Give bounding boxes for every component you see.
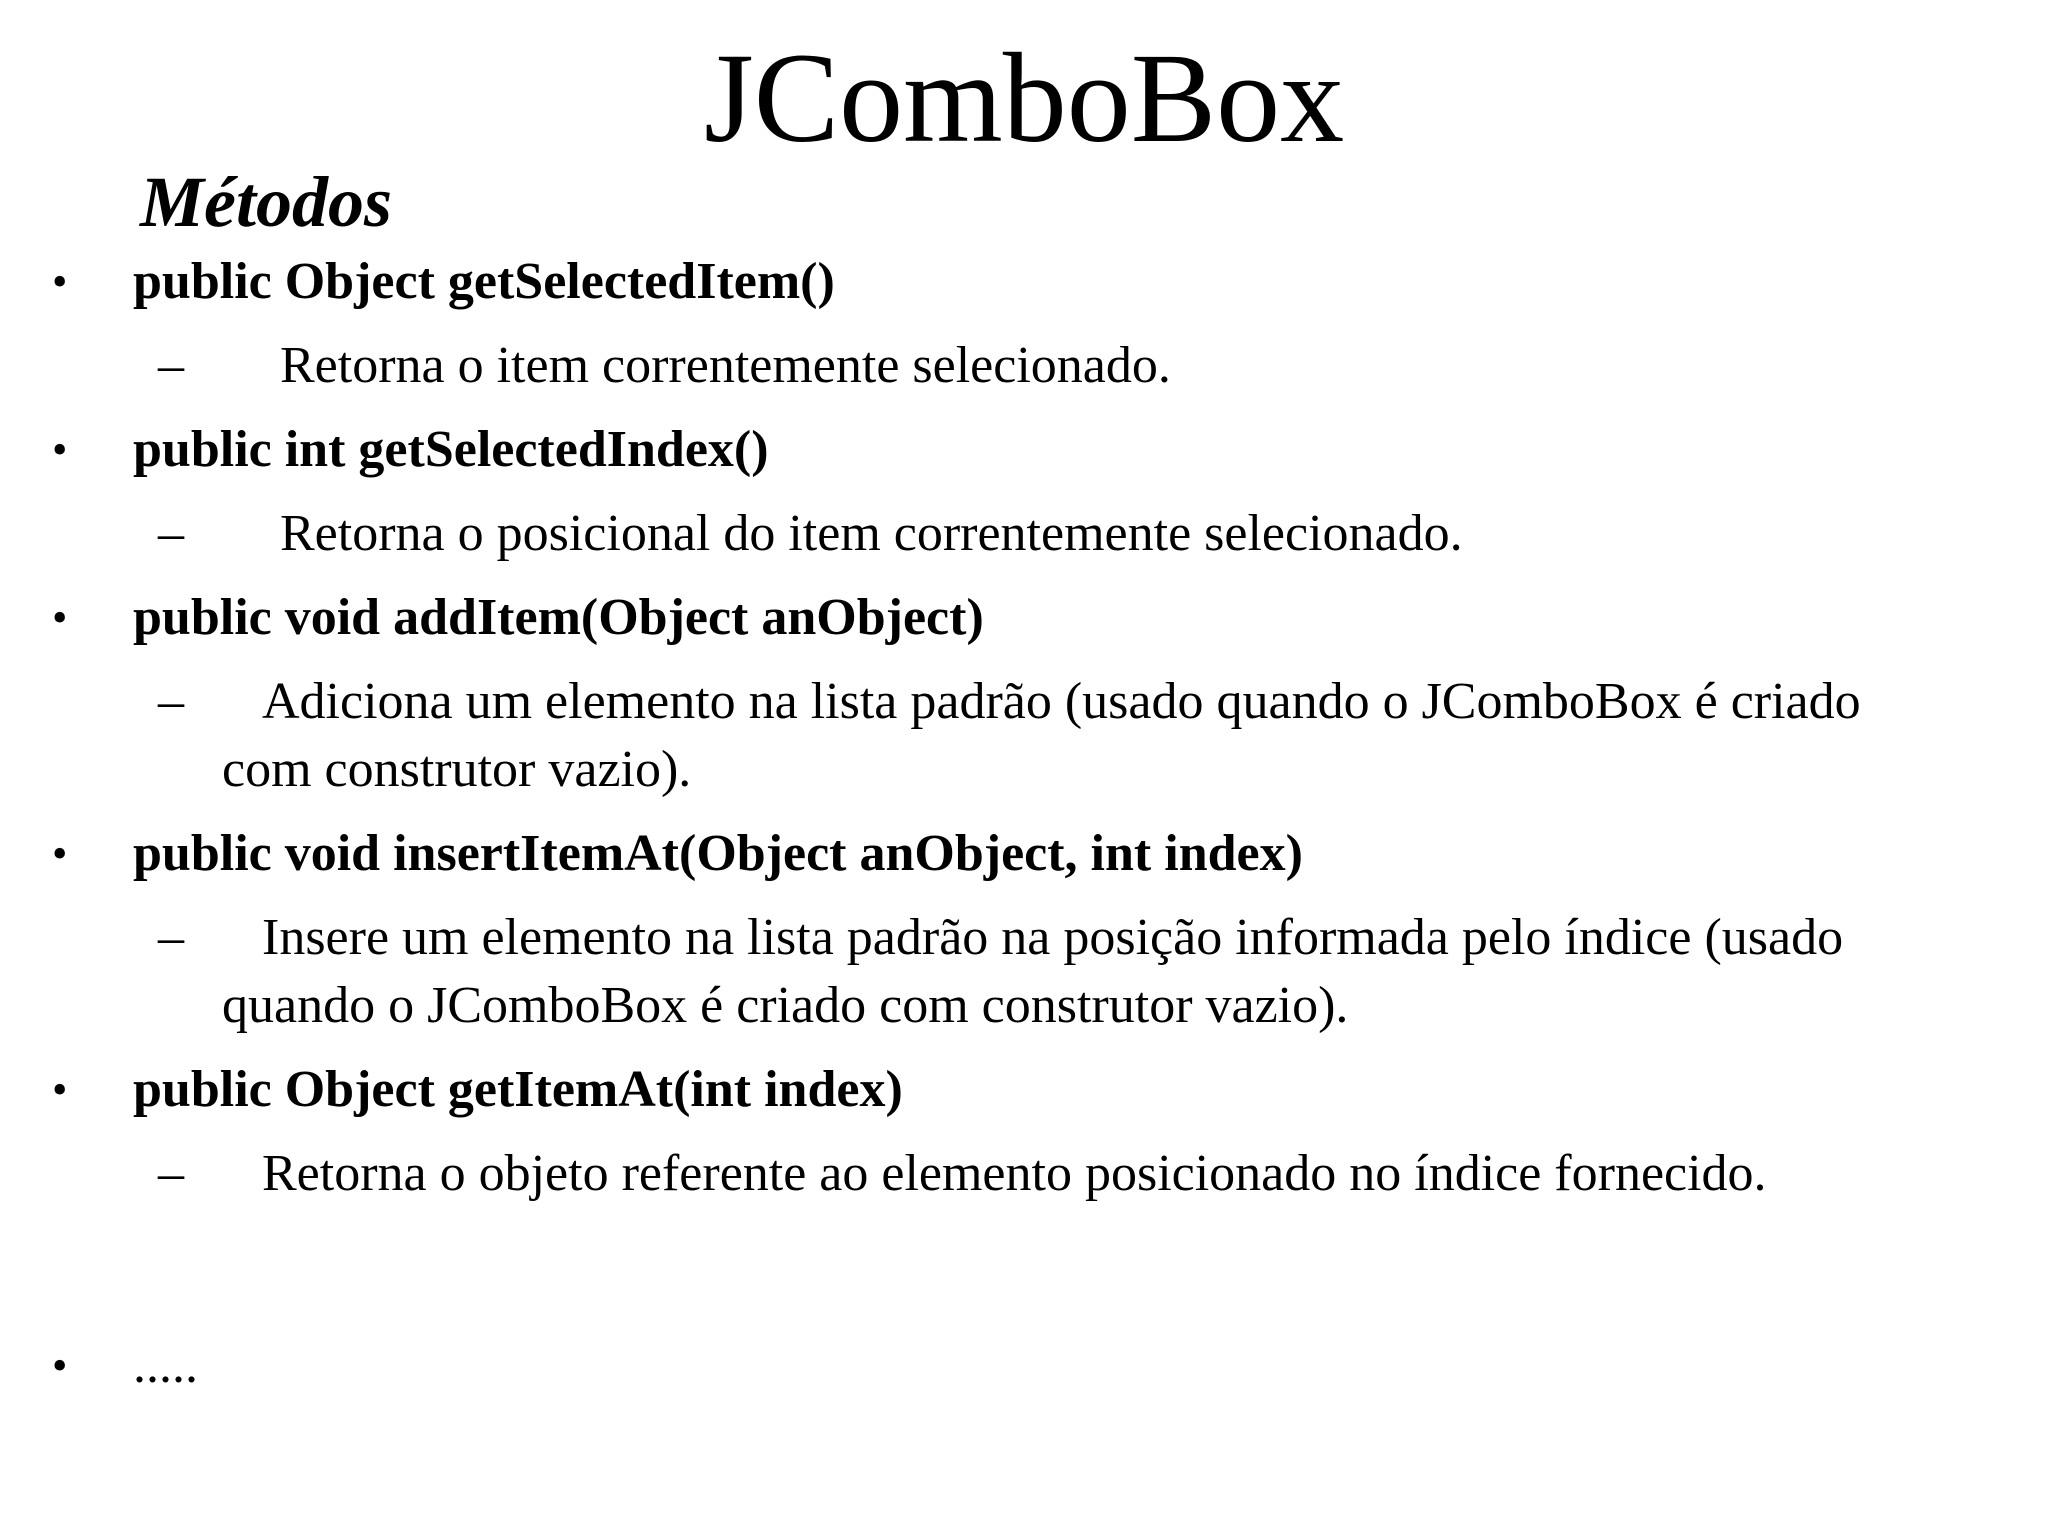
dash-icon: – [158,337,184,394]
dash-icon: – [158,505,184,562]
bullet-icon: • [52,425,68,474]
dash-icon: – [158,1145,184,1202]
dash-icon: – [158,673,184,730]
bullet-icon: • [52,593,68,642]
method-description-continued: quando o JComboBox é criado com construtor vazio). [222,977,1349,1034]
method-signature: public void insertItemAt(Object anObject, int index) [133,825,1303,882]
bullet-icon: • [52,1065,68,1114]
method-signature: public Object getItemAt(int index) [133,1061,903,1118]
method-description: Retorna o objeto referente ao elemento posicionado no índice fornecido. [262,1145,1767,1202]
method-description-continued: com construtor vazio). [222,741,692,798]
ellipsis-text: ..... [133,1337,198,1394]
method-signature: public int getSelectedIndex() [133,421,769,478]
method-description: Retorna o item correntemente selecionado. [280,337,1171,394]
bullet-icon: • [52,257,68,306]
section-heading: Métodos [140,162,392,242]
bullet-icon: • [52,829,68,878]
method-description: Insere um elemento na lista padrão na posição informada pelo índice (usado [262,909,1844,966]
bullet-icon: • [52,1341,68,1390]
method-signature: public void addItem(Object anObject) [133,589,984,646]
method-signature: public Object getSelectedItem() [133,253,835,310]
dash-icon: – [158,909,184,966]
method-description: Retorna o posicional do item correntemente selecionado. [280,505,1463,562]
method-description: Adiciona um elemento na lista padrão (usado quando o JComboBox é criado [262,673,1861,730]
slide-title: JComboBox [703,27,1345,169]
